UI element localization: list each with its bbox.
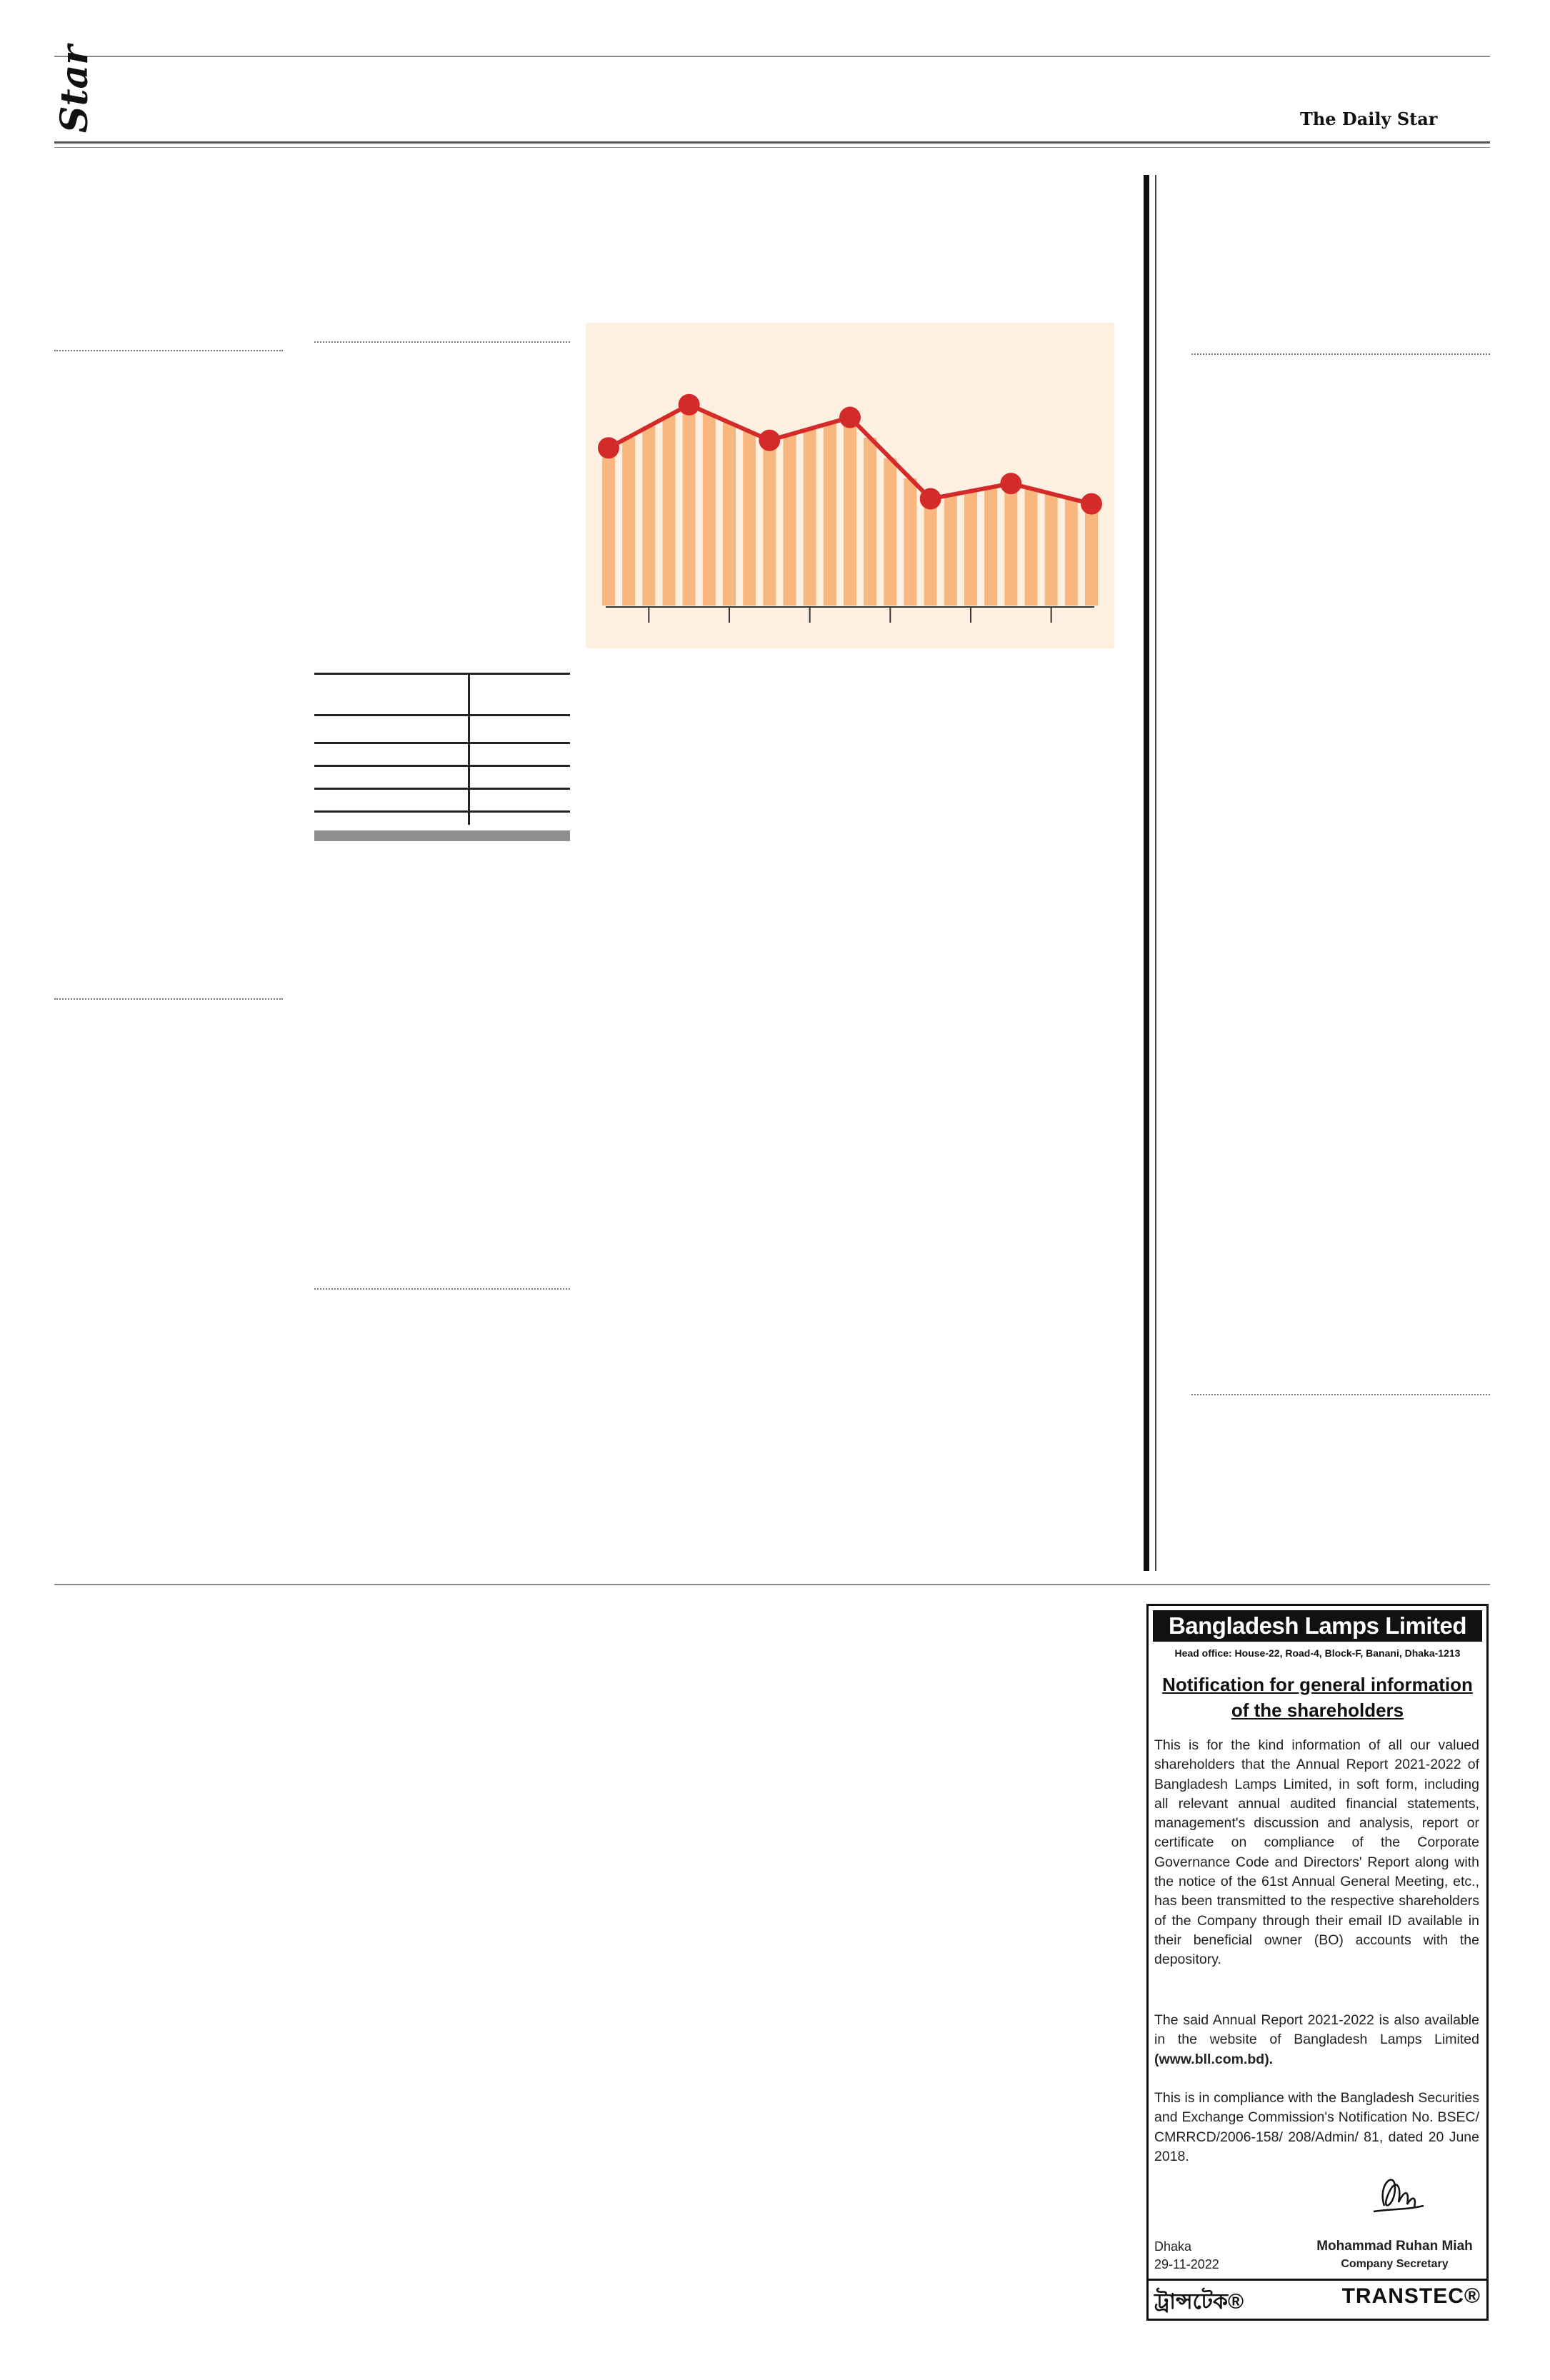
table-row bbox=[314, 742, 570, 765]
chart-bar bbox=[944, 495, 957, 606]
table-footer-bar bbox=[314, 830, 570, 841]
line-bar-chart bbox=[586, 323, 1114, 648]
chart-bar bbox=[763, 441, 776, 606]
signatory-name: Mohammad Ruhan Miah bbox=[1316, 2239, 1473, 2254]
ad-company-name: Bangladesh Lamps Limited bbox=[1153, 1610, 1482, 1642]
chart-bar bbox=[784, 435, 796, 606]
chart-bar bbox=[1085, 504, 1098, 606]
table-row bbox=[314, 810, 570, 830]
ad-place: Dhaka bbox=[1154, 2239, 1192, 2254]
ad-paragraph-2 bbox=[1154, 2011, 1479, 2069]
masthead-rule-thin bbox=[54, 147, 1490, 148]
signature-image bbox=[1363, 2163, 1427, 2227]
chart-bar bbox=[683, 405, 696, 606]
data-point bbox=[920, 488, 941, 509]
chart-bar bbox=[884, 458, 896, 606]
daily-star-logo: The Daily Star bbox=[1300, 109, 1438, 129]
ad-heading-line1: Notification for general information bbox=[1162, 1674, 1473, 1695]
data-point bbox=[1000, 473, 1021, 494]
transtec-bangla-logo: ট্রান্সটেক® bbox=[1154, 2290, 1244, 2314]
ad-paragraph-1: This is for the kind information of all our valued shareholders that the Annual Report 2021-2022 of Bangladesh Lamps Limited, in soft form, including all relevant annual audited financial statements, management's discussion and analysis, report or certificate on compliance of the Corporate Governance Code and Directors' Report along with the notice of the 61st Annual General Meeting, etc., has been transmitted to the respective shareholders of the Company through their email ID available in their beneficial owner (BO) accounts with the depository. bbox=[1154, 1737, 1479, 1968]
data-point bbox=[839, 407, 861, 428]
ad-paragraph-2-text: The said Annual Report 2021-2022 is also available in the website of Bangladesh Lamps Limited bbox=[1154, 2012, 1479, 2048]
col1-divider-2 bbox=[54, 998, 283, 1000]
col2-divider-2 bbox=[314, 1288, 570, 1290]
chart-bar bbox=[804, 429, 816, 606]
ad-heading bbox=[1149, 1672, 1486, 1723]
chart-bar bbox=[904, 478, 917, 606]
ad-bottom-rule bbox=[1149, 2279, 1486, 2281]
masthead-rule bbox=[54, 141, 1490, 144]
data-point bbox=[598, 437, 619, 458]
col5-divider-2 bbox=[1191, 1394, 1490, 1395]
ad-head-office: Head office: House-22, Road-4, Block-F, Banani, Dhaka-1213 bbox=[1174, 1647, 1461, 1659]
col2-divider bbox=[314, 341, 570, 343]
ad-date: 29-11-2022 bbox=[1154, 2257, 1219, 2271]
chart-bar bbox=[743, 431, 756, 606]
table-row bbox=[314, 788, 570, 810]
chart-bar bbox=[642, 426, 655, 606]
table-column-separator bbox=[468, 673, 470, 825]
ad-heading-line2: of the shareholders bbox=[1231, 1699, 1404, 1721]
chart-bar bbox=[1065, 498, 1078, 606]
col5-divider bbox=[1191, 353, 1490, 355]
signatory-title: Company Secretary bbox=[1341, 2258, 1449, 2270]
chart-bar bbox=[1004, 483, 1017, 606]
chart-bar bbox=[622, 437, 635, 606]
ad-paragraph-3: This is in compliance with the Bangladesh Securities and Exchange Commission's Notification No. BSEC/ CMRRCD/2006-158/ 208/Admin/ 81, dated 20 June 2018. bbox=[1154, 2090, 1479, 2164]
chart-bar bbox=[824, 423, 836, 606]
col1-divider bbox=[54, 350, 283, 351]
chart-bar bbox=[703, 413, 716, 606]
chart-bar bbox=[964, 491, 977, 606]
table-row bbox=[314, 714, 570, 742]
table-row bbox=[314, 673, 570, 714]
chart-bar bbox=[723, 423, 736, 606]
transtec-logo: TRANSTEC® bbox=[1341, 2284, 1481, 2308]
ad-website-link: (www.bll.com.bd). bbox=[1154, 2051, 1274, 2067]
chart-bar bbox=[984, 487, 997, 606]
chart-bar bbox=[663, 416, 676, 606]
column-rule-thin bbox=[1155, 175, 1156, 1571]
data-point bbox=[759, 430, 780, 451]
data-table bbox=[314, 673, 570, 841]
top-rule bbox=[54, 56, 1490, 57]
chart-bar bbox=[1025, 488, 1038, 606]
chart-bar bbox=[844, 418, 856, 606]
chart-bar bbox=[1045, 493, 1058, 606]
data-point bbox=[679, 394, 700, 416]
chart-bar bbox=[602, 448, 615, 606]
chart-bar bbox=[924, 498, 937, 606]
bangladesh-lamps-advertisement bbox=[1146, 1604, 1489, 2321]
data-point bbox=[1081, 493, 1102, 515]
table-row bbox=[314, 765, 570, 788]
chart-bar bbox=[864, 438, 876, 606]
chart-svg bbox=[586, 323, 1114, 648]
section-mark: Star bbox=[53, 45, 96, 133]
lower-rule bbox=[54, 1584, 1490, 1585]
column-rule-thick bbox=[1144, 175, 1149, 1571]
